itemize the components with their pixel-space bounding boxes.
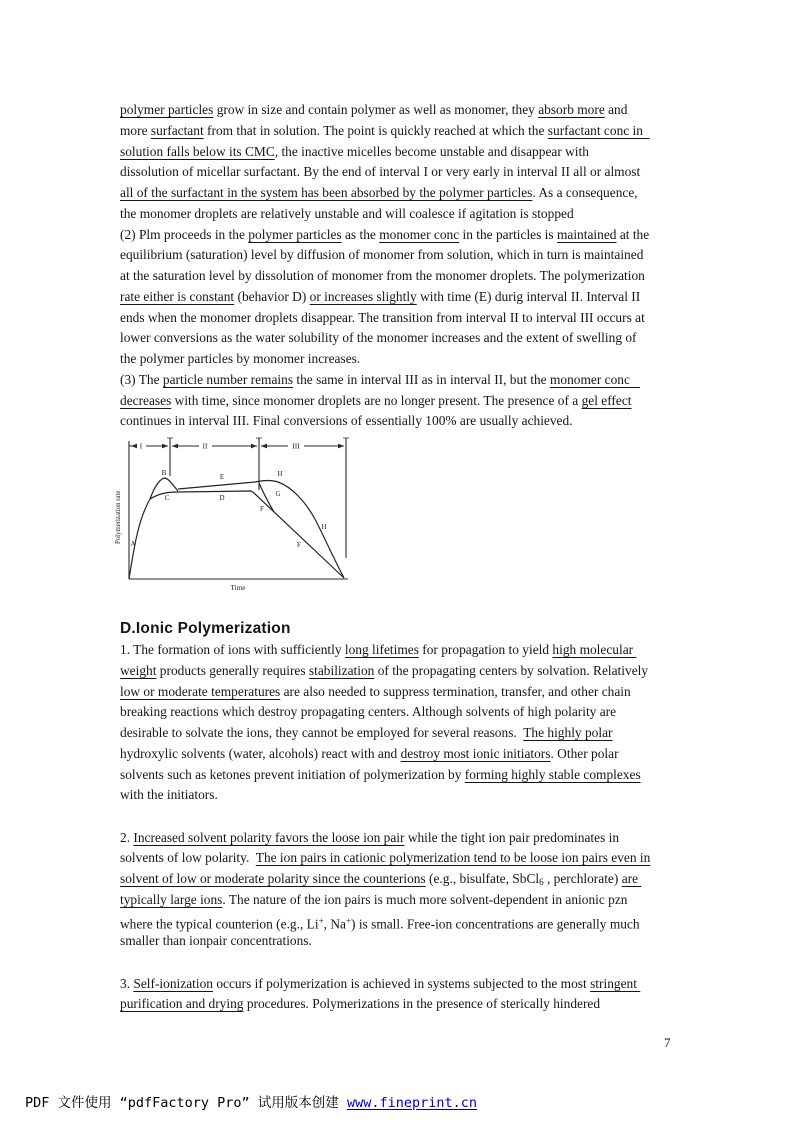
text-segment: desirable to solvate the ions, they cannot be employed for several reasons.: [120, 725, 524, 740]
text-line: [120, 702, 680, 723]
text-segment: from that in solution. The point is quickly reached at which the: [203, 122, 548, 138]
text-line: [120, 931, 680, 952]
underlined-text: stabilization: [308, 662, 375, 678]
text-line: [120, 349, 680, 370]
interval-label-II: II: [202, 441, 208, 451]
underlined-text: solution falls below its CMC: [120, 143, 275, 159]
text-segment: as the: [341, 226, 380, 242]
text-line: [120, 183, 680, 204]
text-segment: +: [318, 915, 324, 926]
document-content: [115, 100, 680, 1015]
underlined-text: decreases: [120, 392, 172, 408]
paragraph: [120, 370, 680, 432]
label-E: E: [219, 473, 225, 481]
underlined-text: solvent of low or moderate polarity since the counterions: [120, 871, 426, 886]
underlined-text: stringent: [590, 975, 641, 991]
text-segment: in the particles is: [459, 226, 557, 242]
underlined-text: forming highly stable complexes: [464, 766, 641, 782]
paragraph: [120, 974, 680, 1016]
underlined-text: weight: [120, 662, 157, 678]
text-segment: where the typical counterion (e.g., Li: [120, 916, 319, 931]
text-segment: procedures. Polymerizations in the presence of sterically hindered: [243, 996, 601, 1012]
label-F1: F: [260, 505, 264, 513]
text-segment: and: [604, 102, 628, 117]
text-segment: with the initiators.: [120, 787, 218, 803]
text-line: [120, 266, 680, 287]
text-segment: solvents such as ketones prevent initiation of polymerization by: [120, 766, 465, 782]
underlined-text: particle number remains: [162, 371, 294, 387]
text-segment: , perchlorate): [543, 871, 622, 886]
text-line: [120, 204, 680, 225]
text-segment: the same in interval III as in interval II, but the: [293, 371, 550, 387]
text-segment: smaller than ionpair concentrations.: [120, 933, 312, 949]
text-line: [120, 765, 680, 786]
text-segment: with time (E) durig interval II. Interval II: [416, 288, 641, 304]
document-body-bottom: [120, 640, 680, 1015]
text-line: [120, 744, 680, 765]
underlined-text: maintained: [556, 226, 617, 242]
text-segment: +: [345, 915, 352, 926]
footer-link[interactable]: www.fineprint.cn: [346, 1095, 477, 1111]
text-line: [120, 121, 680, 142]
text-segment: lower conversions as the water solubility of the monomer increases and the extent of swelling of: [120, 330, 637, 346]
text-segment: . The nature of the ion pairs is much more solvent-dependent in anionic pzn: [222, 891, 628, 907]
underlined-text: gel effect: [581, 392, 632, 408]
text-line: [120, 869, 680, 890]
text-line: [120, 142, 680, 163]
text-line: [120, 828, 680, 849]
paragraph: [120, 640, 680, 806]
text-segment: are also needed to suppress termination, transfer, and other chain: [280, 683, 631, 699]
text-line: [120, 848, 680, 869]
text-line: [120, 100, 680, 121]
label-D: D: [219, 494, 225, 502]
text-line: [120, 785, 680, 806]
interval-label-I: I: [139, 441, 143, 451]
underlined-text: rate either is constant: [120, 288, 235, 304]
text-segment: breaking reactions which destroy propagating centers. Although solvents of high polarity are: [120, 704, 617, 720]
underlined-text: Increased solvent polarity favors the loose ion pair: [133, 829, 405, 845]
paragraph: [120, 225, 680, 370]
text-segment: with time, since monomer droplets are no longer present. The presence of a: [171, 392, 582, 408]
text-segment: equilibrium (saturation) level by diffusion of monomer from solution, which in turn is maintained: [120, 247, 644, 263]
underlined-text: typically large ions: [120, 891, 223, 907]
figure-chart: [110, 432, 370, 602]
x-axis-label: Time: [230, 584, 246, 592]
paragraph-gap: [120, 952, 680, 974]
text-line: [120, 287, 680, 308]
text-line: [120, 682, 680, 703]
text-line: [120, 640, 680, 661]
label-A: A: [130, 540, 136, 548]
paragraph-gap: [120, 806, 680, 828]
text-segment: 2.: [120, 829, 134, 845]
underlined-text: all of the surfactant in the system has been absorbed by the polymer particles: [120, 185, 533, 200]
figure-block: [115, 432, 680, 618]
pdf-factory-footer: [25, 1091, 477, 1111]
text-segment: (behavior D): [234, 288, 310, 304]
paragraph: [120, 100, 680, 225]
section-heading: D.Ionic Polymerization: [120, 620, 291, 637]
text-line: [120, 328, 680, 349]
curve-rising-E-peak-H: [178, 481, 344, 579]
paragraph: [120, 828, 680, 953]
label-F2: F: [297, 541, 301, 549]
text-segment: ends when the monomer droplets disappear. The transition from interval II to interval III occurs at: [120, 309, 645, 325]
text-segment: 6: [539, 877, 544, 887]
text-segment: (3) The: [120, 371, 163, 387]
text-segment: solvents of low polarity.: [120, 850, 256, 866]
underlined-text: monomer conc: [549, 371, 640, 387]
text-segment: . Other polar: [550, 745, 619, 761]
text-segment: 1. The formation of ions with sufficiently: [120, 642, 345, 657]
underlined-text: surfactant: [150, 122, 204, 138]
text-segment: . As a consequence,: [532, 185, 638, 200]
y-axis-label: Polymerization rate: [115, 490, 122, 544]
text-segment: the monomer droplets are relatively unstable and will coalesce if agitation is stopped: [120, 205, 574, 221]
text-line: [120, 308, 680, 329]
text-line: [120, 225, 680, 246]
text-segment: continues in interval III. Final conversions of essentially 100% are usually achieved.: [120, 413, 573, 429]
text-segment: of the propagating centers by solvation. Relatively: [374, 662, 649, 678]
document-body-top: [120, 100, 680, 432]
text-line: [120, 723, 680, 744]
underlined-text: polymer particles: [248, 226, 342, 242]
underlined-text: high molecular: [552, 642, 637, 657]
text-line: [120, 391, 680, 412]
label-H1: H: [277, 470, 283, 478]
underlined-text: absorb more: [538, 102, 605, 117]
rate-curves: [129, 478, 344, 579]
text-line: [120, 974, 680, 995]
underlined-text: The highly polar: [523, 725, 613, 740]
underlined-text: surfactant conc in: [547, 122, 650, 138]
text-segment: hydroxylic solvents (water, alcohols) react with and: [120, 745, 401, 761]
text-segment: (e.g., bisulfate, SbCl: [425, 871, 540, 886]
underlined-text: Self-ionization: [133, 975, 213, 991]
underlined-text: or increases slightly: [309, 288, 417, 304]
footer-text: PDF 文件使用 “pdfFactory Pro” 试用版本创建: [25, 1095, 347, 1111]
text-line: [120, 370, 680, 391]
text-segment: , Na: [323, 916, 346, 931]
text-segment: occurs if polymerization is achieved in systems subjected to the most: [212, 975, 591, 991]
label-H2: H: [321, 523, 327, 531]
text-segment: at the: [616, 226, 650, 242]
text-segment: dissolution of micellar surfactant. By the end of interval I or very early in interval II all or almost: [120, 164, 641, 180]
underlined-text: destroy most ionic initiators: [400, 745, 551, 761]
page-number: 7: [664, 1035, 671, 1050]
curve-rise-A: [129, 499, 150, 579]
underlined-text: low or moderate temperatures: [120, 683, 281, 699]
text-segment: ) is small. Free-ion concentrations are generally much: [351, 916, 640, 931]
text-segment: while the tight ion pair predominates in: [404, 829, 620, 845]
text-line: [120, 911, 680, 932]
text-line: [120, 162, 680, 183]
label-B: B: [161, 469, 167, 477]
label-G: G: [275, 490, 281, 498]
label-C: C: [164, 494, 170, 502]
text-segment: more: [120, 122, 151, 138]
underlined-text: monomer conc: [379, 226, 460, 242]
text-segment: the polymer particles by monomer increases.: [120, 351, 361, 366]
interval-label-III: III: [292, 441, 300, 451]
underlined-text: The ion pairs in cationic polymerization tend to be loose ion pairs even in: [255, 850, 651, 866]
text-segment: , the inactive micelles become unstable and disappear with: [274, 143, 589, 159]
text-line: [120, 890, 680, 911]
text-segment: grow in size and contain polymer as well as monomer, they: [213, 102, 539, 117]
underlined-text: purification and drying: [120, 996, 244, 1012]
text-segment: (2) Plm proceeds in the: [120, 226, 249, 242]
underlined-text: polymer particles: [120, 102, 214, 117]
underlined-text: are: [621, 871, 642, 886]
text-segment: at the saturation level by dissolution of monomer from the monomer droplets. The polymerization: [120, 268, 645, 283]
text-segment: for propagation to yield: [418, 642, 553, 657]
text-line: [120, 661, 680, 682]
underlined-text: long lifetimes: [344, 642, 419, 657]
text-segment: 3.: [120, 975, 134, 991]
text-line: [120, 411, 680, 432]
text-line: [120, 994, 680, 1015]
text-line: [120, 245, 680, 266]
text-segment: products generally requires: [156, 662, 309, 678]
